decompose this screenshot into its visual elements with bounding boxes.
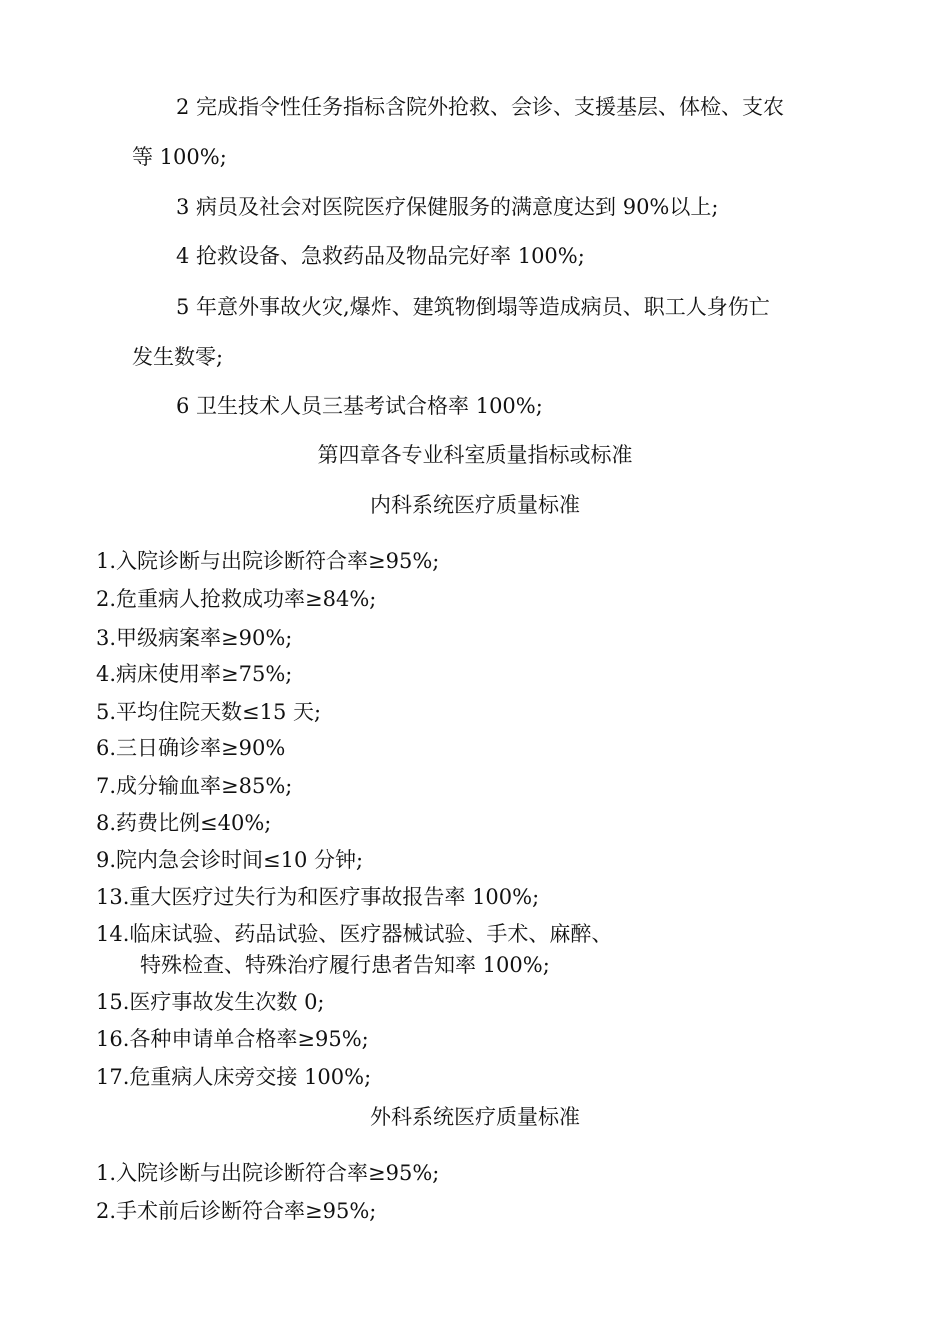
internal-item: 6.三日确诊率≥90%	[96, 736, 286, 760]
intro-item-4: 4 抢救设备、急救药品及物品完好率 100%;	[176, 244, 585, 268]
surgical-item: 2.手术前后诊断符合率≥95%;	[96, 1199, 377, 1223]
internal-item: 1.入院诊断与出院诊断符合率≥95%;	[96, 549, 440, 573]
internal-item: 8.药费比例≤40%;	[96, 811, 272, 835]
surgical-item: 1.入院诊断与出院诊断符合率≥95%;	[96, 1161, 440, 1185]
intro-item-3: 3 病员及社会对医院医疗保健服务的满意度达到 90%以上;	[176, 195, 719, 219]
surgical-section-title: 外科系统医疗质量标准	[370, 1105, 580, 1129]
intro-item-5-line-2: 发生数零;	[132, 345, 224, 369]
chapter-title: 第四章各专业科室质量指标或标准	[317, 443, 633, 467]
internal-item: 15.医疗事故发生次数 0;	[96, 990, 325, 1014]
internal-item: 9.院内急会诊时间≤10 分钟;	[96, 848, 364, 872]
intro-item-6: 6 卫生技术人员三基考试合格率 100%;	[176, 394, 543, 418]
internal-item: 5.平均住院天数≤15 天;	[96, 700, 322, 724]
internal-item: 7.成分输血率≥85%;	[96, 774, 293, 798]
intro-item-5-line-1: 5 年意外事故火灾,爆炸、建筑物倒塌等造成病员、职工人身伤亡	[176, 295, 770, 319]
internal-item: 14.临床试验、药品试验、医疗器械试验、手术、麻醉、	[96, 922, 613, 946]
internal-item: 3.甲级病案率≥90%;	[96, 626, 293, 650]
intro-item-2-line-1: 2 完成指令性任务指标含院外抢救、会诊、支援基层、体检、支农	[176, 95, 785, 119]
internal-item: 13.重大医疗过失行为和医疗事故报告率 100%;	[96, 885, 540, 909]
internal-item: 17.危重病人床旁交接 100%;	[96, 1065, 372, 1089]
internal-item: 16.各种申请单合格率≥95%;	[96, 1027, 369, 1051]
intro-item-2-line-2: 等 100%;	[132, 145, 227, 169]
internal-item: 2.危重病人抢救成功率≥84%;	[96, 587, 377, 611]
internal-item-continuation: 特殊检查、特殊治疗履行患者告知率 100%;	[140, 953, 550, 977]
internal-item: 4.病床使用率≥75%;	[96, 662, 293, 686]
internal-section-title: 内科系统医疗质量标准	[370, 493, 580, 517]
